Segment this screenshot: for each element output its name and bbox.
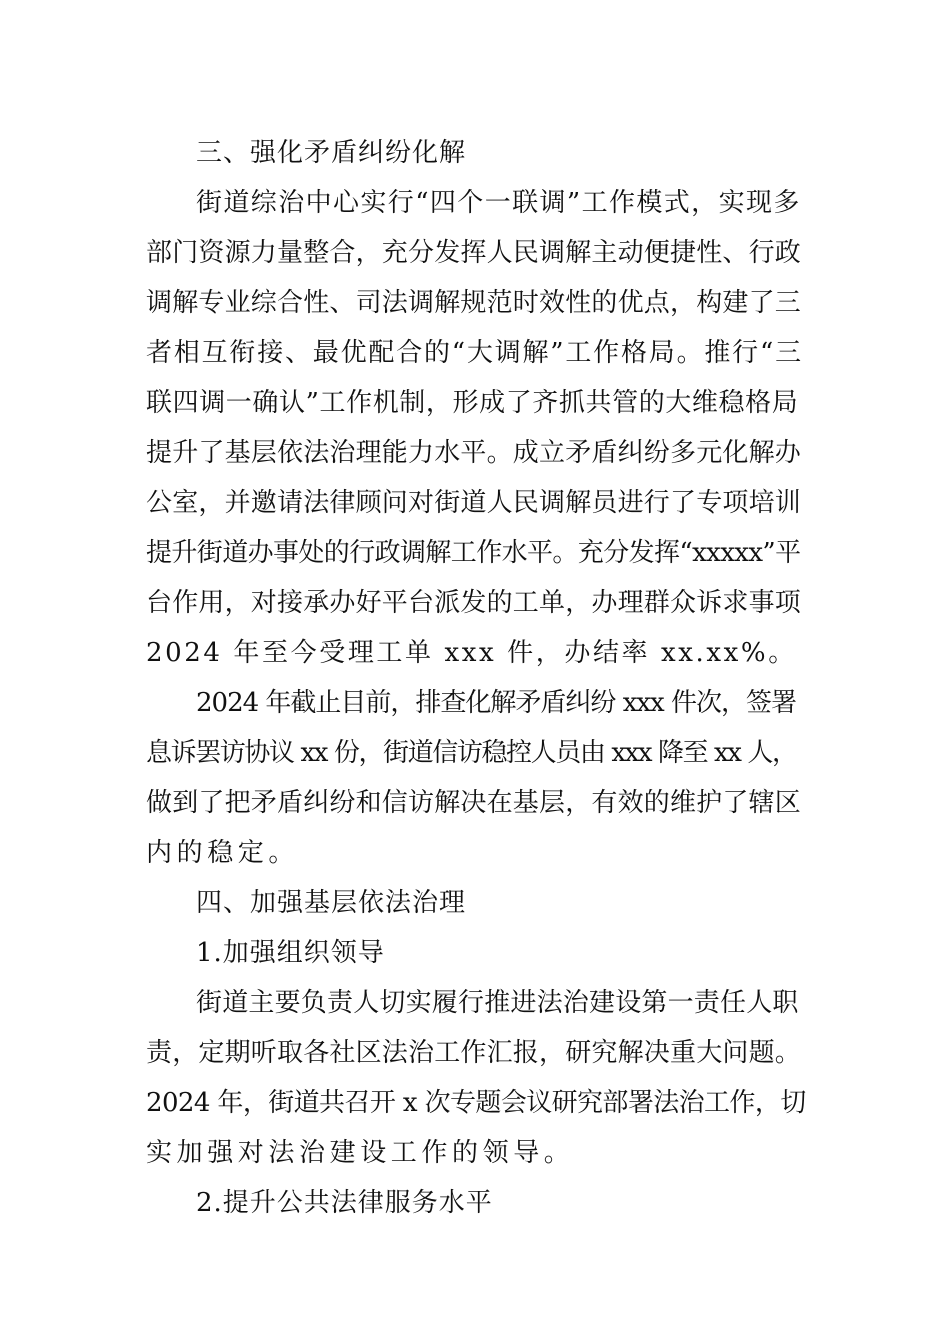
text-line: 部门资源力量整合，充分发挥人民调解主动便捷性、行政 <box>146 238 802 268</box>
text-line: 内的稳定。 <box>146 838 300 868</box>
section-4-subheading-1: 1.加强组织领导 <box>196 938 385 968</box>
section-3-heading: 三、强化矛盾纠纷化解 <box>196 138 467 168</box>
text-line: 提升街道办事处的行政调解工作水平。充分发挥“xxxxx”平 <box>146 538 801 568</box>
section-3-paragraph-1 <box>146 178 806 678</box>
section-3-paragraph-2 <box>146 678 806 878</box>
text-line: 2024 年，街道共召开 x 次专题会议研究部署法治工作，切 <box>146 1088 806 1118</box>
text-line: 调解专业综合性、司法调解规范时效性的优点，构建了三 <box>146 288 802 318</box>
text-line: 台作用，对接承办好平台派发的工单，办理群众诉求事项 <box>146 588 802 618</box>
text-line: 息诉罢访协议 xx 份，街道信访稳控人员由 xxx 降至 xx 人， <box>146 738 797 768</box>
text-line: 2024 年至今受理工单 xxx 件，办结率 xx.xx%。 <box>146 638 797 668</box>
section-4-paragraph-1 <box>146 978 806 1178</box>
section-4-heading: 四、加强基层依法治理 <box>196 888 467 918</box>
text-line: 提升了基层依法治理能力水平。成立矛盾纠纷多元化解办 <box>146 438 802 468</box>
section-4-subheading-2: 2.提升公共法律服务水平 <box>196 1188 493 1218</box>
text-line: 责，定期听取各社区法治工作汇报，研究解决重大问题。 <box>146 1038 802 1068</box>
text-line: 街道综治中心实行“四个一联调”工作模式，实现多 <box>196 188 801 218</box>
text-line: 者相互衔接、最优配合的“大调解”工作格局。推行“三 <box>146 338 803 368</box>
text-line: 公室，并邀请法律顾问对街道人民调解员进行了专项培训 <box>146 488 802 518</box>
document-body <box>146 128 806 1228</box>
text-line: 街道主要负责人切实履行推进法治建设第一责任人职 <box>196 988 799 1018</box>
text-line: 做到了把矛盾纠纷和信访解决在基层，有效的维护了辖区 <box>146 788 802 818</box>
text-line: 实加强对法治建设工作的领导。 <box>146 1138 575 1168</box>
text-line: 2024 年截止目前，排查化解矛盾纠纷 xxx 件次，签署 <box>196 688 796 718</box>
text-line: 联四调一确认”工作机制，形成了齐抓共管的大维稳格局 <box>146 388 799 418</box>
